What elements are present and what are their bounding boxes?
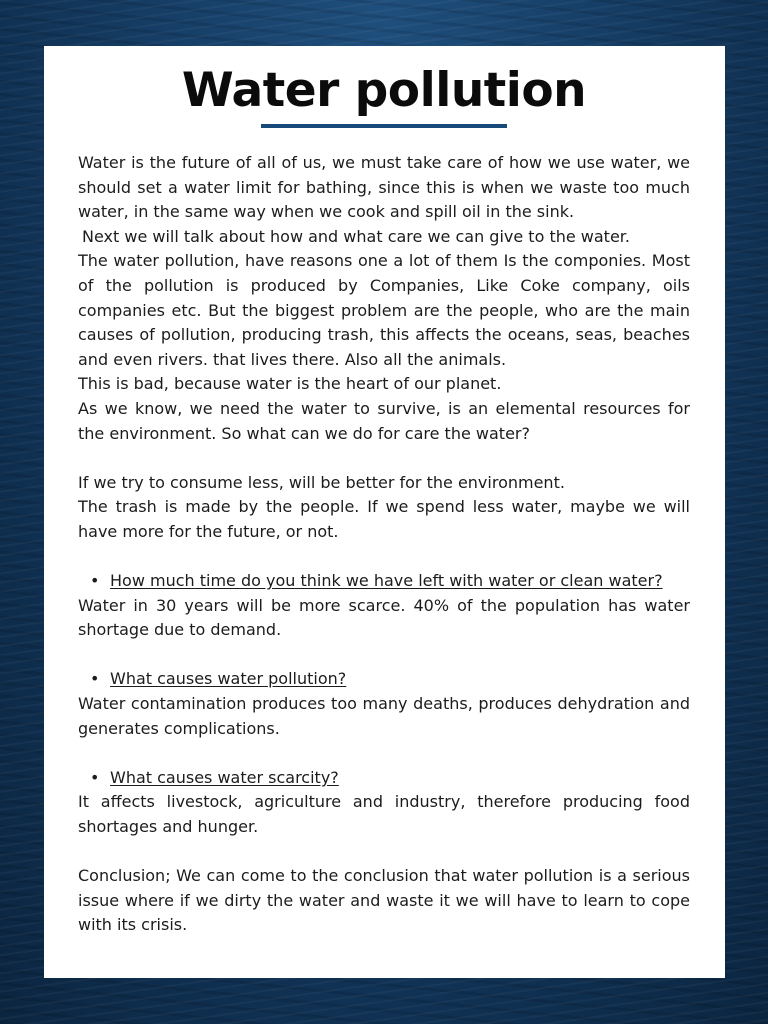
document-body (78, 151, 690, 938)
intro-paragraph-1: Water is the future of all of us, we must take care of how we use water, we should set a water limit for bathing, since this is when we waste too much water, in the same way when we cook and spill oil in the sink. (78, 153, 690, 222)
bullet-icon: • (90, 767, 100, 787)
question-text: How much time do you think we have left with water or clean water? (110, 571, 663, 591)
title-underline-rule (261, 124, 507, 128)
intro-paragraph-3: The water pollution, have reasons one a lot of them Is the componies. Most of the pollution is produced by Companies, Like Coke company, oils companies etc. But the biggest problem are the people, who are the main causes of pollution, producing trash, this affects the oceans, seas, beaches and even rivers. that lives there. Also all the animals. (78, 251, 690, 369)
question-item-3 (78, 766, 690, 791)
answer-paragraph-2: Water contamination produces too many deaths, produces dehydration and generates complications. (78, 694, 690, 738)
bullet-icon: • (90, 669, 100, 689)
intro-paragraph-4: This is bad, because water is the heart of our planet. (78, 374, 502, 394)
middle-paragraph-1: If we try to consume less, will be better for the environment. (78, 472, 565, 492)
conclusion-paragraph: Conclusion; We can come to the conclusion that water pollution is a serious issue where if we dirty the water and waste it we will have to learn to cope with its crisis. (78, 866, 690, 935)
page-title: Water pollution (181, 63, 587, 118)
intro-paragraph-2: Next we will talk about how and what care we can give to the water. (82, 226, 630, 246)
question-text: What causes water scarcity? (110, 767, 339, 787)
document-card (44, 46, 725, 978)
question-item-1 (78, 569, 690, 594)
paragraph-gap (78, 446, 690, 471)
paragraph-gap (78, 840, 690, 865)
intro-paragraph-5: As we know, we need the water to survive, is an elemental resources for the environment. So what can we do for care the water? (78, 398, 690, 443)
question-text: What causes water pollution? (110, 669, 347, 689)
answer-paragraph-1: Water in 30 years will be more scarce. 40% of the population has water shortage due to demand. (78, 595, 690, 640)
middle-paragraph-2: The trash is made by the people. If we spend less water, maybe we will have more for the future, or not. (78, 497, 690, 541)
bullet-icon: • (90, 571, 100, 591)
paragraph-gap (78, 643, 690, 668)
answer-paragraph-3: It affects livestock, agriculture and industry, therefore producing food shortages and hunger. (78, 792, 690, 837)
question-item-2 (78, 667, 690, 692)
paragraph-gap (78, 545, 690, 570)
paragraph-gap (78, 741, 690, 766)
